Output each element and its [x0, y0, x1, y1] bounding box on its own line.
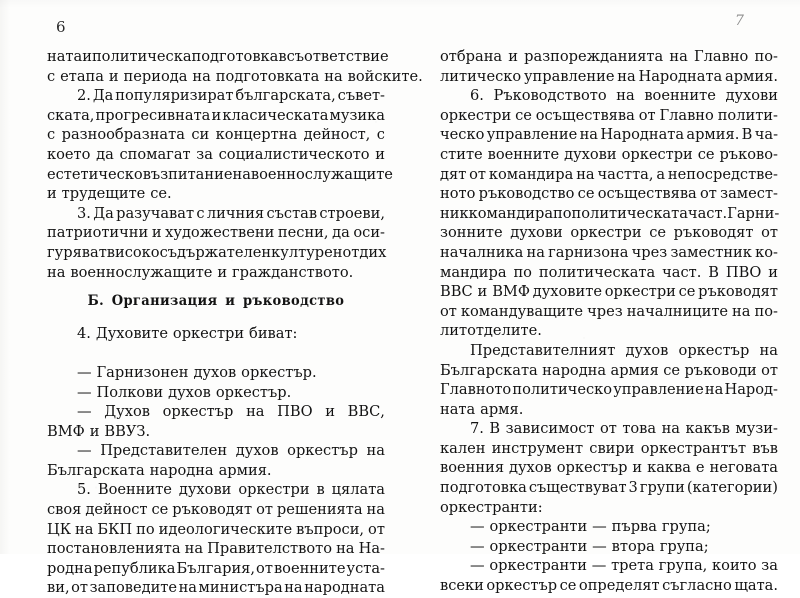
word: ча-	[754, 126, 778, 144]
word: непосредстве-	[667, 165, 778, 183]
word: духови	[178, 481, 232, 499]
word: на	[366, 442, 385, 460]
word: което	[47, 145, 91, 163]
left-page-line: — Гарнизонен духов оркестър.	[77, 363, 317, 381]
word: Народната	[600, 126, 685, 144]
word: от	[368, 520, 385, 538]
word: на	[576, 165, 595, 183]
left-page-line: 4. Духовите оркестри биват:	[77, 324, 298, 342]
right-page-line: ната армя.	[440, 400, 524, 418]
word: ви,	[47, 579, 70, 597]
word: отбрана	[440, 48, 503, 65]
word: дят	[440, 165, 467, 183]
word: патриотични	[47, 224, 149, 242]
word: разпорежданията	[524, 48, 664, 65]
word: цялата	[331, 481, 385, 499]
left-page-line	[47, 441, 385, 461]
word: си	[191, 126, 210, 144]
word: на	[232, 165, 251, 183]
word: ПВО	[277, 403, 313, 421]
right-page-line	[440, 125, 778, 145]
left-page-line	[47, 578, 385, 598]
word: Гарни-	[727, 204, 780, 222]
word: от	[469, 165, 487, 183]
right-page-line	[440, 419, 778, 439]
right-page-line	[440, 576, 778, 596]
word: се	[697, 145, 715, 163]
word: оркестри	[570, 224, 642, 242]
word: част.	[687, 204, 728, 222]
left-page-heading-gap-bottom	[47, 312, 385, 324]
word: мандира	[440, 263, 507, 281]
word: ВВС и ВМФ	[440, 283, 530, 301]
word: прогресивната	[95, 106, 211, 124]
word: ръководят	[698, 283, 778, 301]
word: от	[71, 579, 89, 597]
right-page-line	[440, 439, 778, 459]
word: ръково-	[719, 145, 778, 163]
word: осъществява	[597, 185, 697, 203]
word: се	[515, 106, 532, 124]
word: Представителен	[100, 442, 228, 460]
word: гуряват	[47, 243, 107, 261]
word: армия	[610, 361, 659, 379]
word: оркестър	[486, 577, 558, 595]
word: и	[82, 48, 92, 65]
word: зависимост	[505, 420, 595, 438]
word: на	[732, 302, 751, 320]
word: и	[211, 106, 222, 124]
left-page-line	[47, 539, 385, 559]
word: политическа	[91, 48, 192, 65]
word: Главно	[659, 106, 714, 124]
word: военните	[487, 145, 560, 163]
right-page-line	[440, 380, 778, 400]
word: началниците	[626, 302, 729, 320]
left-page-line-gap	[47, 343, 385, 363]
word: управление	[523, 67, 615, 85]
word: и	[151, 224, 162, 242]
left-page-line: — Полкови духов оркестър.	[77, 383, 292, 401]
word: и	[768, 263, 778, 281]
word: Представителният	[470, 341, 616, 359]
word: неговата	[709, 459, 778, 477]
word: от	[256, 559, 273, 577]
word: групи	[639, 479, 685, 497]
word: ник	[440, 204, 469, 222]
word: дейност	[85, 501, 148, 519]
word: ръководят	[673, 224, 754, 242]
word: военния	[440, 459, 505, 477]
word: ческо	[440, 126, 485, 144]
word: музика	[329, 106, 385, 124]
word: Българската	[440, 361, 538, 379]
word: по-	[754, 302, 778, 320]
word: от	[599, 420, 617, 438]
word: подготовка	[440, 479, 527, 497]
word: заповедите	[89, 579, 178, 597]
right-page-line	[440, 556, 778, 576]
left-page-line	[47, 165, 393, 185]
word: командира	[468, 204, 554, 222]
left-page-line	[47, 125, 385, 145]
right-page-line	[440, 361, 778, 381]
word: В	[489, 420, 501, 438]
word: каква	[647, 459, 691, 477]
right-page-line	[440, 145, 778, 165]
right-page-line	[440, 165, 778, 185]
word: народната	[304, 579, 385, 597]
left-page-line	[47, 204, 385, 224]
word: от	[761, 361, 778, 379]
word: постановленията	[47, 540, 181, 558]
left-page-line: Българската народна армия.	[47, 461, 272, 479]
left-page-line	[47, 47, 389, 67]
word: 5.	[77, 481, 91, 499]
word: определят	[578, 577, 660, 595]
word: свири	[589, 439, 635, 457]
word: ВВС,	[347, 403, 385, 421]
word: музи-	[735, 420, 778, 438]
word: военните	[273, 559, 346, 577]
word: В	[741, 126, 753, 144]
word: в	[316, 481, 325, 499]
right-page-line	[440, 47, 778, 67]
word: и	[632, 459, 643, 477]
word: от	[638, 106, 656, 124]
right-page-line	[440, 243, 778, 263]
word: духови	[725, 87, 778, 105]
word: група,	[658, 557, 708, 575]
word: ПВО	[725, 263, 762, 281]
word: от	[256, 501, 273, 519]
word: чрез	[587, 302, 623, 320]
word: на	[336, 540, 355, 558]
word: на	[246, 403, 265, 421]
word: зонните	[440, 224, 503, 242]
word: Правителството	[207, 540, 332, 558]
left-page-line	[47, 145, 385, 165]
page-number-left: 6	[56, 18, 66, 36]
word: оркестри	[621, 145, 693, 163]
word: —	[470, 557, 485, 575]
right-page-line	[440, 263, 778, 283]
word: република	[93, 559, 176, 577]
word: Народ-	[724, 381, 778, 399]
right-page-line: — оркестранти — втора група;	[470, 537, 709, 555]
right-page-line	[440, 86, 778, 106]
word: духов	[235, 442, 279, 460]
word: на	[759, 341, 778, 359]
left-page-line	[47, 223, 385, 243]
word: 2.	[77, 87, 91, 105]
word: 3	[628, 479, 638, 497]
word: съгласно	[662, 577, 732, 595]
left-page-line: с етапа и периода на подготовката на войските.	[47, 67, 423, 85]
word: и	[508, 48, 519, 65]
word: стите	[440, 145, 483, 163]
word: на	[669, 48, 688, 65]
word: оркестри	[604, 283, 676, 301]
word: разучават	[116, 204, 195, 222]
word: Да	[92, 87, 114, 105]
word: ко-	[755, 243, 778, 261]
word: 3.	[77, 204, 91, 222]
word: политическата	[538, 263, 656, 281]
word: за	[196, 145, 213, 163]
word: а	[656, 165, 666, 183]
left-page-line	[47, 480, 385, 500]
word: и	[375, 145, 385, 163]
left-page-line	[47, 106, 385, 126]
word: и	[325, 403, 335, 421]
word: Духов	[104, 403, 150, 421]
word: Военните	[97, 481, 172, 499]
word: спомагат	[119, 145, 191, 163]
word: —	[77, 403, 92, 421]
word: това	[622, 420, 657, 438]
word: оркестрантът	[640, 439, 747, 457]
word: На-	[358, 540, 385, 558]
word: на	[616, 87, 635, 105]
word: на	[366, 501, 385, 519]
word: на	[526, 243, 545, 261]
word: инструмент	[491, 439, 584, 457]
word: частта,	[597, 165, 654, 183]
left-page-line	[47, 500, 385, 520]
word: оркестри	[238, 481, 310, 499]
word: високо	[106, 243, 160, 261]
word: щата.	[734, 577, 778, 595]
word: се	[678, 283, 696, 301]
word: на	[184, 540, 204, 558]
word: управление	[486, 126, 578, 144]
word: на	[75, 520, 94, 538]
page-number-right: 7	[735, 13, 744, 29]
word: идеологическите	[158, 520, 293, 538]
word: осъществява	[535, 106, 635, 124]
word: началника	[440, 243, 524, 261]
word: на	[284, 579, 303, 597]
word: всеки	[440, 577, 484, 595]
word: популяризират	[115, 87, 234, 105]
word: армия.	[725, 67, 778, 85]
word: ЦК	[47, 520, 72, 538]
word: естетическо	[47, 165, 143, 183]
word: по	[553, 204, 572, 222]
word: трета	[611, 557, 654, 575]
word: въпроси,	[296, 520, 365, 538]
right-page-text-column	[440, 47, 778, 596]
word: във	[752, 439, 778, 457]
word: от	[700, 185, 717, 203]
section-heading: Б. Организация и ръководство	[87, 293, 345, 310]
right-page-line	[440, 184, 778, 204]
word: съдържателен	[159, 243, 272, 261]
word: министъра	[198, 579, 283, 597]
word: от	[761, 224, 778, 242]
word: отдих	[342, 243, 387, 261]
left-page-line: на военнослужащите и гражданството.	[47, 263, 354, 281]
word: оркестър	[678, 341, 750, 359]
word: на	[617, 67, 636, 85]
word: които	[712, 557, 757, 575]
right-page-line	[440, 341, 778, 361]
word: по	[136, 520, 155, 538]
word: в	[278, 48, 287, 65]
word: духов	[625, 341, 669, 359]
word: народна	[542, 361, 607, 379]
word: се	[663, 361, 681, 379]
right-page-line	[440, 204, 778, 224]
left-page-heading-gap-top	[47, 282, 385, 292]
word: съществуват	[528, 479, 627, 497]
word: културен	[271, 243, 343, 261]
right-page-line	[440, 282, 778, 302]
word: армия.	[686, 126, 740, 144]
word: се	[577, 185, 595, 203]
word: Главно	[693, 48, 749, 65]
word: се	[559, 577, 577, 595]
word: България,	[176, 559, 256, 577]
word: политическо	[512, 381, 613, 399]
word: е	[695, 459, 705, 477]
word: военните	[644, 87, 716, 105]
word: подготовка	[191, 48, 279, 65]
word: чрез	[631, 243, 668, 261]
word: замест-	[720, 185, 778, 203]
right-page-line	[440, 458, 778, 478]
word: ръководство	[478, 185, 575, 203]
word: за	[761, 557, 778, 575]
right-page-line: оркестранти:	[440, 498, 543, 516]
word: ската,	[47, 106, 95, 124]
word: от	[440, 302, 457, 320]
word: да	[332, 224, 350, 242]
word: оркестър	[556, 459, 628, 477]
word: на	[704, 381, 724, 399]
word: ръководи	[684, 361, 757, 379]
word: се	[151, 501, 169, 519]
word: съответствие	[286, 48, 389, 65]
right-page-line: литотделите.	[440, 322, 542, 340]
word: част.	[662, 263, 702, 281]
right-page-line	[440, 478, 778, 498]
word: военнослужащите	[250, 165, 393, 183]
word: ната	[47, 48, 83, 65]
word: духовите	[532, 283, 602, 301]
word: —	[591, 557, 607, 575]
word: оркестранти	[489, 557, 588, 575]
word: полити-	[717, 106, 778, 124]
word: кален	[440, 439, 486, 457]
word: В	[708, 263, 719, 281]
word: 6.	[470, 87, 484, 105]
word: своя	[47, 501, 82, 519]
word: Ръководството	[493, 87, 607, 105]
word: родна	[47, 559, 93, 577]
word: БКП	[97, 520, 133, 538]
right-page-line	[440, 67, 778, 87]
word: решенията	[276, 501, 363, 519]
word: командира	[488, 165, 574, 183]
word: командуващите	[460, 302, 584, 320]
left-page-line	[47, 243, 385, 263]
word: литическо	[440, 67, 522, 85]
word: оркестър	[287, 442, 358, 460]
word: с	[47, 126, 56, 144]
word: Народната	[638, 67, 723, 85]
word: личния	[206, 204, 265, 222]
word: разнообразната	[61, 126, 185, 144]
word: съвет-	[337, 87, 385, 105]
word: на	[178, 579, 197, 597]
word: с	[196, 204, 205, 222]
word: ното	[440, 185, 476, 203]
word: се	[649, 224, 667, 242]
word: 7.	[470, 420, 484, 438]
left-page-text-column	[47, 47, 423, 598]
word: Да	[93, 204, 114, 222]
left-page-line	[47, 86, 385, 106]
left-page-line: и трудещите се.	[47, 185, 172, 203]
word: (категории)	[686, 479, 778, 497]
word: какъв	[685, 420, 730, 438]
left-page-line	[47, 402, 385, 422]
word: уста-	[346, 559, 385, 577]
word: художествени	[165, 224, 275, 242]
word: политическата	[571, 204, 688, 222]
word: гарнизона	[548, 243, 629, 261]
word: оркестри	[440, 106, 512, 124]
word: оркестър	[162, 403, 234, 421]
word: управление	[613, 381, 704, 399]
word: —	[77, 442, 92, 460]
word: ръководят	[172, 501, 253, 519]
right-page-line	[440, 223, 778, 243]
word: социалистическото	[218, 145, 370, 163]
word: българската,	[235, 87, 336, 105]
left-page-line: ВМФ и ВВУЗ.	[47, 422, 151, 440]
word: възпитание	[142, 165, 233, 183]
word: духови	[510, 224, 563, 242]
word: концертна	[215, 126, 298, 144]
word: с	[376, 126, 385, 144]
word: да	[96, 145, 114, 163]
word: състав	[266, 204, 318, 222]
right-page-line	[440, 106, 778, 126]
word: на	[661, 420, 680, 438]
right-page-line	[440, 302, 778, 322]
word: оси-	[353, 224, 385, 242]
right-page-line: — оркестранти — първа група;	[470, 518, 711, 536]
word: духови	[564, 145, 617, 163]
word: класическата	[222, 106, 329, 124]
word: песни,	[277, 224, 329, 242]
word: заместник	[670, 243, 752, 261]
left-page-line	[47, 559, 385, 579]
word: на	[579, 126, 599, 144]
word: строеви,	[319, 204, 385, 222]
left-page-line	[47, 520, 385, 540]
word: по	[513, 263, 532, 281]
word: дейност,	[303, 126, 371, 144]
word: духов	[508, 459, 552, 477]
word: по-	[754, 48, 778, 65]
word: Главното	[440, 381, 512, 399]
